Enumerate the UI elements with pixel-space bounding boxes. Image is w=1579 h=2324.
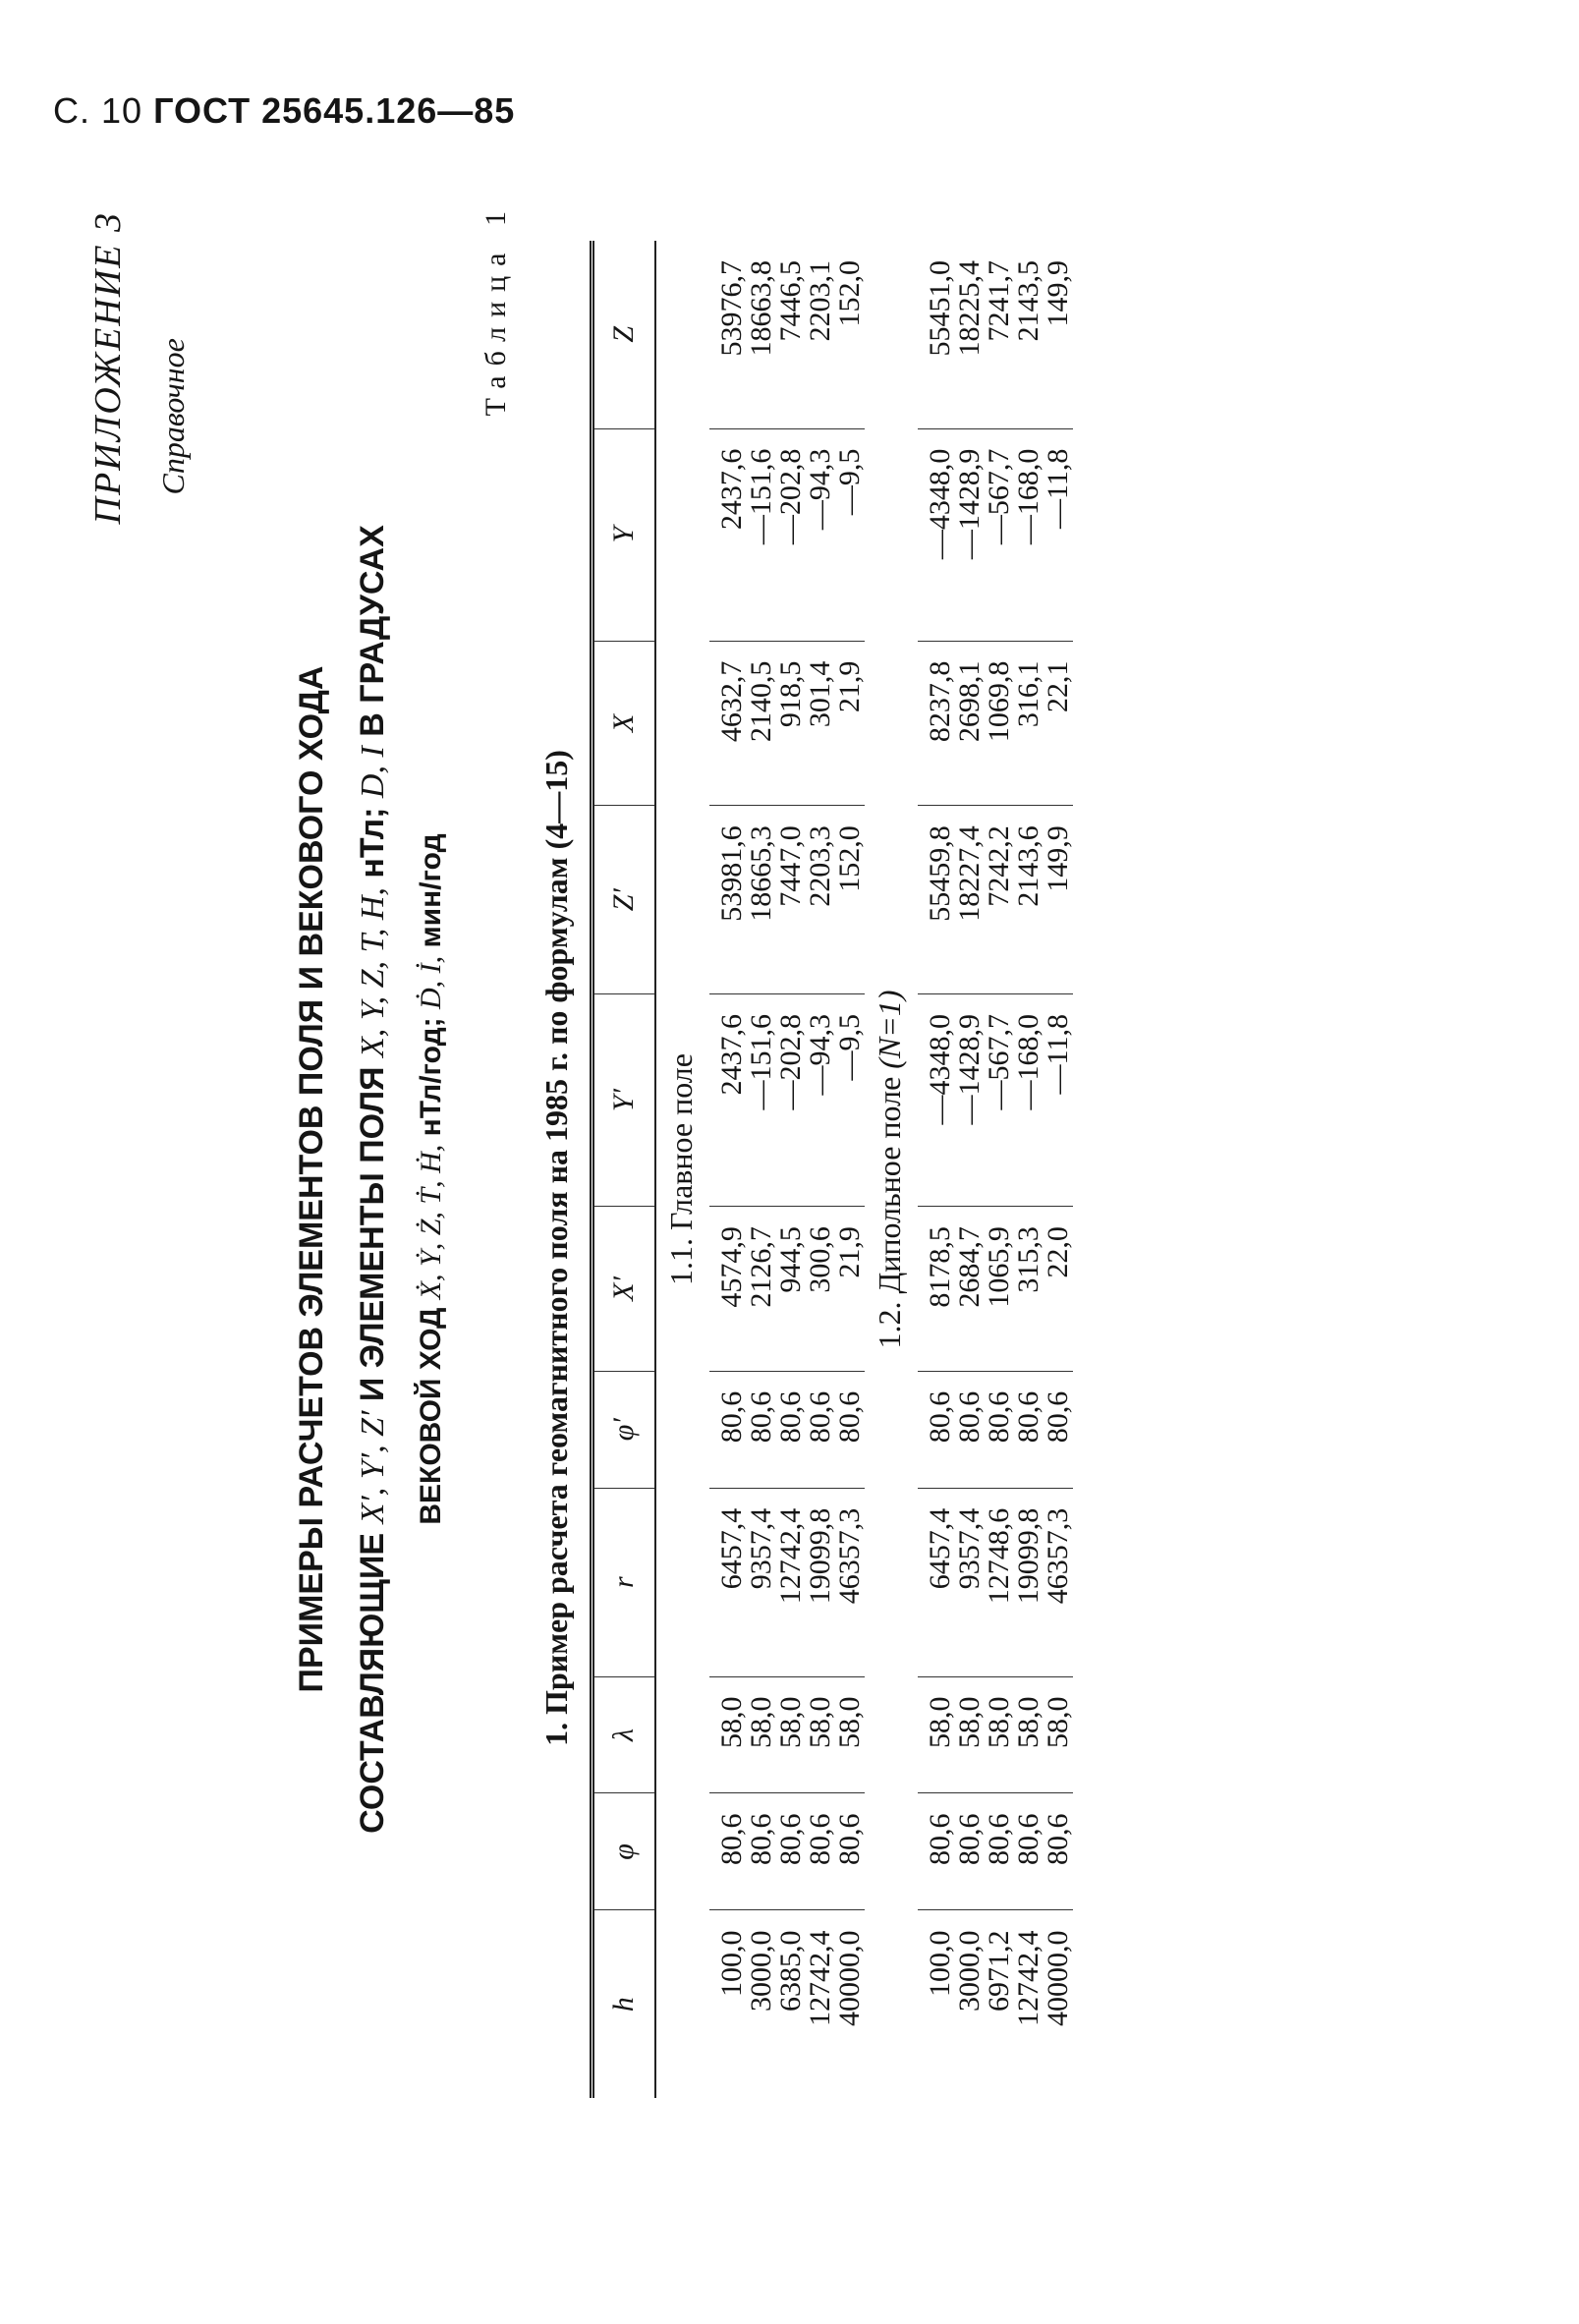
table-row [776, 241, 806, 2098]
table-cell: 19099,8 [806, 1488, 835, 1676]
heading-text: В ГРАДУСАХ [354, 525, 391, 737]
table-cell: 152,0 [835, 806, 865, 994]
table-cell: 9357,4 [747, 1488, 776, 1676]
table-row [709, 241, 747, 2098]
table-row [1014, 241, 1043, 2098]
table-cell: 2698,1 [955, 641, 985, 806]
table-cell: —94,3 [806, 994, 835, 1207]
table-row [918, 241, 955, 2098]
table-row [835, 241, 865, 2098]
table-cell: —94,3 [806, 428, 835, 641]
table-cell: 2143,5 [1014, 241, 1043, 428]
table-cell: —11,8 [1043, 428, 1073, 641]
table-cell: 21,9 [835, 1207, 865, 1372]
column-header: φ′ [592, 1371, 655, 1488]
table-cell: —202,8 [776, 994, 806, 1207]
table-cell: 2126,7 [747, 1207, 776, 1372]
table-cell: 2684,7 [955, 1207, 985, 1372]
table-cell: 80,6 [1014, 1793, 1043, 1910]
table-cell: 58,0 [806, 1676, 835, 1793]
table-cell: 80,6 [747, 1371, 776, 1488]
table-cell: 58,0 [985, 1676, 1014, 1793]
column-header: Z [592, 241, 655, 428]
table-cell: 80,6 [1043, 1371, 1073, 1488]
table-cell: 80,6 [1014, 1371, 1043, 1488]
heading-vars: Ḋ, İ, [415, 955, 447, 1010]
table-cell: 53976,7 [709, 241, 747, 428]
table-cell: 58,0 [776, 1676, 806, 1793]
table-cell: 22,0 [1043, 1207, 1073, 1372]
table-cell: 300,6 [806, 1207, 835, 1372]
table-cell: 80,6 [709, 1793, 747, 1910]
table-cell: 58,0 [955, 1676, 985, 1793]
page-number: С. 10 [53, 90, 143, 131]
table-label: Таблица 1 [479, 201, 512, 417]
table-cell: 80,6 [955, 1371, 985, 1488]
table-cell: 100,0 [923, 1930, 956, 1997]
table-cell: 918,5 [776, 641, 806, 806]
column-header: r [592, 1488, 655, 1676]
table-cell: —9,5 [835, 428, 865, 641]
table-cell: 152,0 [835, 241, 865, 428]
table-cell: 80,6 [918, 1371, 955, 1488]
table-cell: 1065,9 [985, 1207, 1014, 1372]
table-cell: 80,6 [1043, 1793, 1073, 1910]
table-cell: —11,8 [1043, 994, 1073, 1207]
table-cell: 80,6 [806, 1371, 835, 1488]
table-cell: —4348,0 [918, 994, 955, 1207]
table-cell: 4574,9 [709, 1207, 747, 1372]
table-cell: 80,6 [747, 1793, 776, 1910]
table-cell: 58,0 [709, 1676, 747, 1793]
table-cell: —168,0 [1014, 428, 1043, 641]
section-label-text: 1.2. Дипольное поле [871, 1076, 907, 1349]
heading-vars: Ẋ, Ẏ, Ż, Ṫ, Ḣ, [415, 1144, 447, 1300]
table-cell: 8237,8 [918, 641, 955, 806]
table-cell: 6385,0 [773, 1930, 807, 2012]
table-cell: 2143,6 [1014, 806, 1043, 994]
table-cell: 53981,6 [709, 806, 747, 994]
table-cell: 80,6 [985, 1371, 1014, 1488]
table-cell: 80,6 [955, 1793, 985, 1910]
table-cell: 22,1 [1043, 641, 1073, 806]
heading-text: ВЕКОВОЙ ХОД [415, 1307, 447, 1525]
table-cell: 1069,8 [985, 641, 1014, 806]
table-cell: 46357,3 [1043, 1488, 1073, 1676]
table-cell: —9,5 [835, 994, 865, 1207]
section-label-text: 1.1. Главное поле [662, 1053, 699, 1285]
table-cell: 40000,0 [832, 1930, 866, 2026]
table-cell: 12748,6 [985, 1488, 1014, 1676]
column-header: Y [592, 428, 655, 641]
column-header: X [592, 641, 655, 806]
table-cell: 12742,4 [1011, 1930, 1044, 2026]
standard-number: ГОСТ 25645.126—85 [153, 90, 516, 131]
table-cell: 18665,3 [747, 806, 776, 994]
table-cell: —567,7 [985, 994, 1014, 1207]
table-cell: 58,0 [747, 1676, 776, 1793]
table-body [655, 241, 1073, 2098]
heading-unit: нТл/год; [415, 1017, 447, 1137]
table-row [747, 241, 776, 2098]
section-label [655, 241, 709, 2098]
appendix-title: ПРИЛОЖЕНИЕ 3 [87, 211, 129, 525]
heading-vars: D, I [355, 746, 391, 799]
table-cell: 3000,0 [744, 1930, 777, 2012]
table-row [806, 241, 835, 2098]
table-cell: 7446,5 [776, 241, 806, 428]
page-header [53, 90, 515, 132]
table-cell: 80,6 [918, 1793, 955, 1910]
table-cell: 58,0 [1014, 1676, 1043, 1793]
heading-vars: X, Y, Z, T, H, [355, 887, 391, 1057]
table-cell: 7242,2 [985, 806, 1014, 994]
table-caption [538, 339, 575, 2157]
table-cell: 301,4 [806, 641, 835, 806]
table-cell: —151,6 [747, 428, 776, 641]
rotated-content [69, 172, 1268, 2157]
table-cell: 80,6 [709, 1371, 747, 1488]
table-cell: 18663,8 [747, 241, 776, 428]
table-cell: 2203,3 [806, 806, 835, 994]
table-cell: 2437,6 [709, 994, 747, 1207]
table-cell: 18225,4 [955, 241, 985, 428]
column-header: Z′ [592, 806, 655, 994]
data-table [590, 241, 1073, 2098]
column-header: λ [592, 1676, 655, 1793]
column-header: h [592, 1910, 655, 2098]
table-cell: 6457,4 [918, 1488, 955, 1676]
table-cell: 18227,4 [955, 806, 985, 994]
column-header: φ [592, 1793, 655, 1910]
table-cell: 80,6 [835, 1793, 865, 1910]
heading-text: И ЭЛЕМЕНТЫ ПОЛЯ [354, 1066, 391, 1402]
table-cell: 2203,1 [806, 241, 835, 428]
table-cell: 12742,4 [803, 1930, 836, 2026]
table-cell: —567,7 [985, 428, 1014, 641]
section-label [865, 241, 918, 2098]
table-cell: 2140,5 [747, 641, 776, 806]
table-row [955, 241, 985, 2098]
column-header: Y′ [592, 994, 655, 1207]
section-row [865, 241, 918, 2098]
table-cell: 100,0 [714, 1930, 748, 1997]
table-cell: 315,3 [1014, 1207, 1043, 1372]
heading-line-2 [354, 201, 392, 2157]
table-cell: 19099,8 [1014, 1488, 1043, 1676]
table-cell: 58,0 [1043, 1676, 1073, 1793]
table-cell: 12742,4 [776, 1488, 806, 1676]
table-cell: —4348,0 [918, 428, 955, 641]
table-cell: 58,0 [835, 1676, 865, 1793]
table-cell: 80,6 [776, 1371, 806, 1488]
table-cell: 80,6 [835, 1371, 865, 1488]
table-cell: 149,9 [1043, 806, 1073, 994]
appendix-subtitle: Справочное [155, 338, 191, 495]
table-cell: 58,0 [918, 1676, 955, 1793]
section-label-formula: (N=1) [871, 990, 907, 1077]
table-cell: 7447,0 [776, 806, 806, 994]
heading-line-3 [415, 201, 448, 2157]
table-cell: 3000,0 [952, 1930, 986, 2012]
section-row [655, 241, 709, 2098]
table-caption-text: 1. Пример расчета геомагнитного поля на 1985 г. по формулам (4—15) [538, 750, 574, 1746]
table-cell: 7241,7 [985, 241, 1014, 428]
table-header-row [592, 241, 655, 2098]
table-cell: 21,9 [835, 641, 865, 806]
column-header: X′ [592, 1207, 655, 1372]
heading-unit: мин/год [415, 833, 447, 948]
table-cell: 80,6 [985, 1793, 1014, 1910]
heading-text: СОСТАВЛЯЮЩИЕ [354, 1532, 391, 1834]
table-cell: 6457,4 [709, 1488, 747, 1676]
table-cell: 80,6 [776, 1793, 806, 1910]
table-cell: 46357,3 [835, 1488, 865, 1676]
table-row [985, 241, 1014, 2098]
table-cell: —168,0 [1014, 994, 1043, 1207]
table-row [1043, 241, 1073, 2098]
table-cell: 944,5 [776, 1207, 806, 1372]
table-cell: 6971,2 [982, 1930, 1015, 2012]
table-cell: —1428,9 [955, 428, 985, 641]
table-cell: —202,8 [776, 428, 806, 641]
heading-line-1: ПРИМЕРЫ РАСЧЕТОВ ЭЛЕМЕНТОВ ПОЛЯ И ВЕКОВОГО ХОДА [293, 665, 330, 1693]
table-cell: —1428,9 [955, 994, 985, 1207]
table-cell: —151,6 [747, 994, 776, 1207]
table-cell: 40000,0 [1041, 1930, 1074, 2026]
table-cell: 316,1 [1014, 641, 1043, 806]
table-cell: 55459,8 [918, 806, 955, 994]
table-cell: 149,9 [1043, 241, 1073, 428]
table-cell: 80,6 [806, 1793, 835, 1910]
table-cell: 8178,5 [918, 1207, 955, 1372]
table-cell: 55451,0 [918, 241, 955, 428]
appendix-block [86, 211, 192, 524]
heading-unit: нТл; [354, 807, 391, 879]
table-cell: 9357,4 [955, 1488, 985, 1676]
table-cell: 2437,6 [709, 428, 747, 641]
heading-vars: X′, Y′, Z′ [355, 1410, 391, 1524]
table-cell: 4632,7 [709, 641, 747, 806]
